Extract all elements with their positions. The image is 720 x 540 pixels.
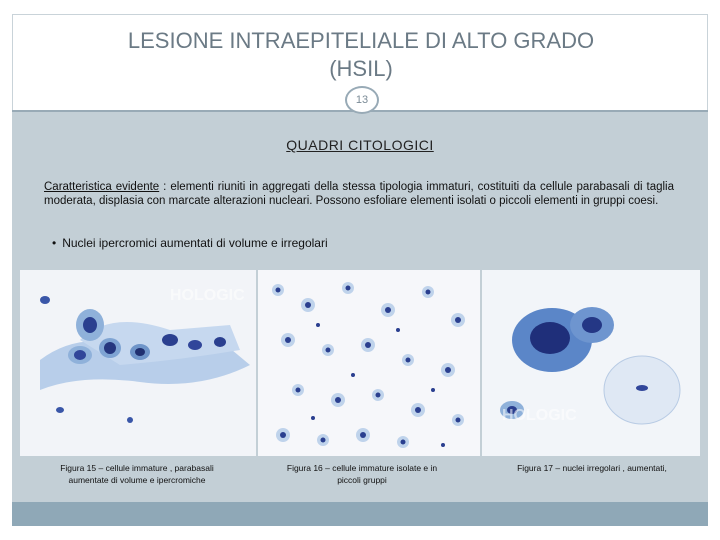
title-line-2: (HSIL) bbox=[329, 56, 393, 81]
bullet-text: Nuclei ipercromici aumentati di volume e irregolari bbox=[62, 236, 328, 250]
caption-line: Figura 16 – cellule immature isolate e in bbox=[286, 463, 438, 473]
paragraph-text: : elementi riuniti in aggregati della stessa tipologia immaturi, costituiti da cellule parabasali di taglia moderata, displasia con marcate alterazioni nucleari. Possono esfoliare elementi isolati o piccoli elementi in gruppi coesi. bbox=[44, 181, 674, 207]
section-title: QUADRI CITOLOGICI bbox=[286, 137, 434, 153]
caption-line: Figura 17 – nuclei irregolari , aumentati, bbox=[517, 463, 667, 473]
bullet-dot-icon: • bbox=[52, 236, 57, 250]
caption-figure-17 bbox=[492, 462, 692, 474]
caption-figure-16 bbox=[262, 462, 462, 486]
caption-line: aumentate di volume e ipercromiche bbox=[68, 475, 206, 485]
description-paragraph bbox=[44, 180, 674, 208]
caption-line: piccoli gruppi bbox=[337, 475, 387, 485]
content-panel bbox=[12, 110, 708, 502]
micrograph-figure-15 bbox=[20, 270, 256, 456]
micrograph-figure-16 bbox=[258, 270, 480, 456]
caption-line: Figura 15 – cellule immature , parabasali bbox=[60, 463, 214, 473]
page-number-badge: 13 bbox=[345, 86, 379, 114]
slide-title bbox=[13, 27, 709, 83]
micrograph-strip bbox=[20, 270, 700, 456]
bullet-item bbox=[52, 236, 328, 250]
figure-watermark: HOLOGIC bbox=[170, 287, 245, 304]
micrograph-figure-17 bbox=[482, 270, 700, 456]
footer-bar bbox=[12, 502, 708, 526]
title-line-1: LESIONE INTRAEPITELIALE DI ALTO GRADO bbox=[127, 28, 595, 53]
figure-watermark: HOLOGIC bbox=[502, 407, 577, 424]
caption-figure-15 bbox=[42, 462, 232, 486]
paragraph-lead: Caratteristica evidente bbox=[44, 181, 160, 193]
